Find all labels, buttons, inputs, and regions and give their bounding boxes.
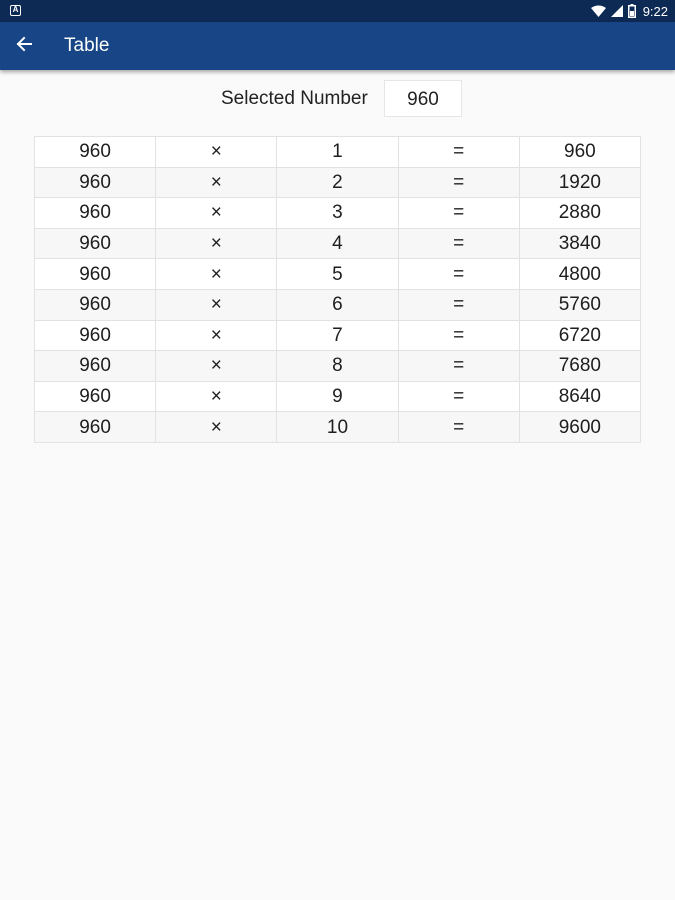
product-cell: 9600 [519, 412, 640, 443]
product-cell: 8640 [519, 381, 640, 412]
multiplier-cell: 6 [277, 289, 398, 320]
equals-cell: = [398, 198, 519, 229]
table-row [35, 289, 641, 320]
operator-cell: × [156, 198, 277, 229]
back-button[interactable] [10, 32, 38, 60]
product-cell: 960 [519, 137, 640, 168]
status-time: 9:22 [642, 3, 668, 19]
equals-cell: = [398, 167, 519, 198]
operator-cell: × [156, 259, 277, 290]
equals-cell: = [398, 412, 519, 443]
multiplicand-cell: 960 [35, 412, 156, 443]
table-row [35, 137, 641, 168]
operator-cell: × [156, 381, 277, 412]
table-row [35, 167, 641, 198]
notification-icon: A [10, 5, 21, 16]
table-row [35, 351, 641, 382]
product-cell: 7680 [519, 351, 640, 382]
multiplicand-cell: 960 [35, 137, 156, 168]
table-body [35, 137, 641, 443]
operator-cell: × [156, 412, 277, 443]
wifi-icon [591, 5, 606, 18]
product-cell: 1920 [519, 167, 640, 198]
table-row [35, 259, 641, 290]
operator-cell: × [156, 289, 277, 320]
app-bar [0, 22, 675, 70]
status-icons [591, 2, 668, 20]
multiplicand-cell: 960 [35, 320, 156, 351]
selected-number-field[interactable]: 960 [384, 80, 462, 117]
product-cell: 6720 [519, 320, 640, 351]
equals-cell: = [398, 351, 519, 382]
table-row [35, 198, 641, 229]
equals-cell: = [398, 259, 519, 290]
cell-signal-icon [611, 5, 623, 17]
multiplier-cell: 5 [277, 259, 398, 290]
multiplicand-cell: 960 [35, 289, 156, 320]
selected-number-label: Selected Number [221, 88, 368, 109]
multiplier-cell: 10 [277, 412, 398, 443]
product-cell: 4800 [519, 259, 640, 290]
multiplier-cell: 7 [277, 320, 398, 351]
multiplicand-cell: 960 [35, 351, 156, 382]
product-cell: 2880 [519, 198, 640, 229]
equals-cell: = [398, 137, 519, 168]
multiplier-cell: 8 [277, 351, 398, 382]
status-bar [0, 0, 675, 22]
multiplier-cell: 1 [277, 137, 398, 168]
multiplicand-cell: 960 [35, 198, 156, 229]
multiplicand-cell: 960 [35, 228, 156, 259]
multiplier-cell: 9 [277, 381, 398, 412]
multiplication-table [34, 136, 641, 443]
number-selector [0, 80, 675, 118]
table-row [35, 381, 641, 412]
operator-cell: × [156, 167, 277, 198]
table-row [35, 228, 641, 259]
battery-icon [628, 4, 636, 18]
operator-cell: × [156, 351, 277, 382]
multiplicand-cell: 960 [35, 381, 156, 412]
product-cell: 5760 [519, 289, 640, 320]
multiplier-cell: 3 [277, 198, 398, 229]
multiplier-cell: 4 [277, 228, 398, 259]
table-row [35, 412, 641, 443]
page-title: Table [64, 35, 110, 56]
operator-cell: × [156, 228, 277, 259]
table-row [35, 320, 641, 351]
equals-cell: = [398, 320, 519, 351]
multiplicand-cell: 960 [35, 259, 156, 290]
arrow-back-icon [15, 35, 33, 58]
operator-cell: × [156, 320, 277, 351]
equals-cell: = [398, 381, 519, 412]
multiplier-cell: 2 [277, 167, 398, 198]
multiplicand-cell: 960 [35, 167, 156, 198]
equals-cell: = [398, 228, 519, 259]
operator-cell: × [156, 137, 277, 168]
product-cell: 3840 [519, 228, 640, 259]
equals-cell: = [398, 289, 519, 320]
